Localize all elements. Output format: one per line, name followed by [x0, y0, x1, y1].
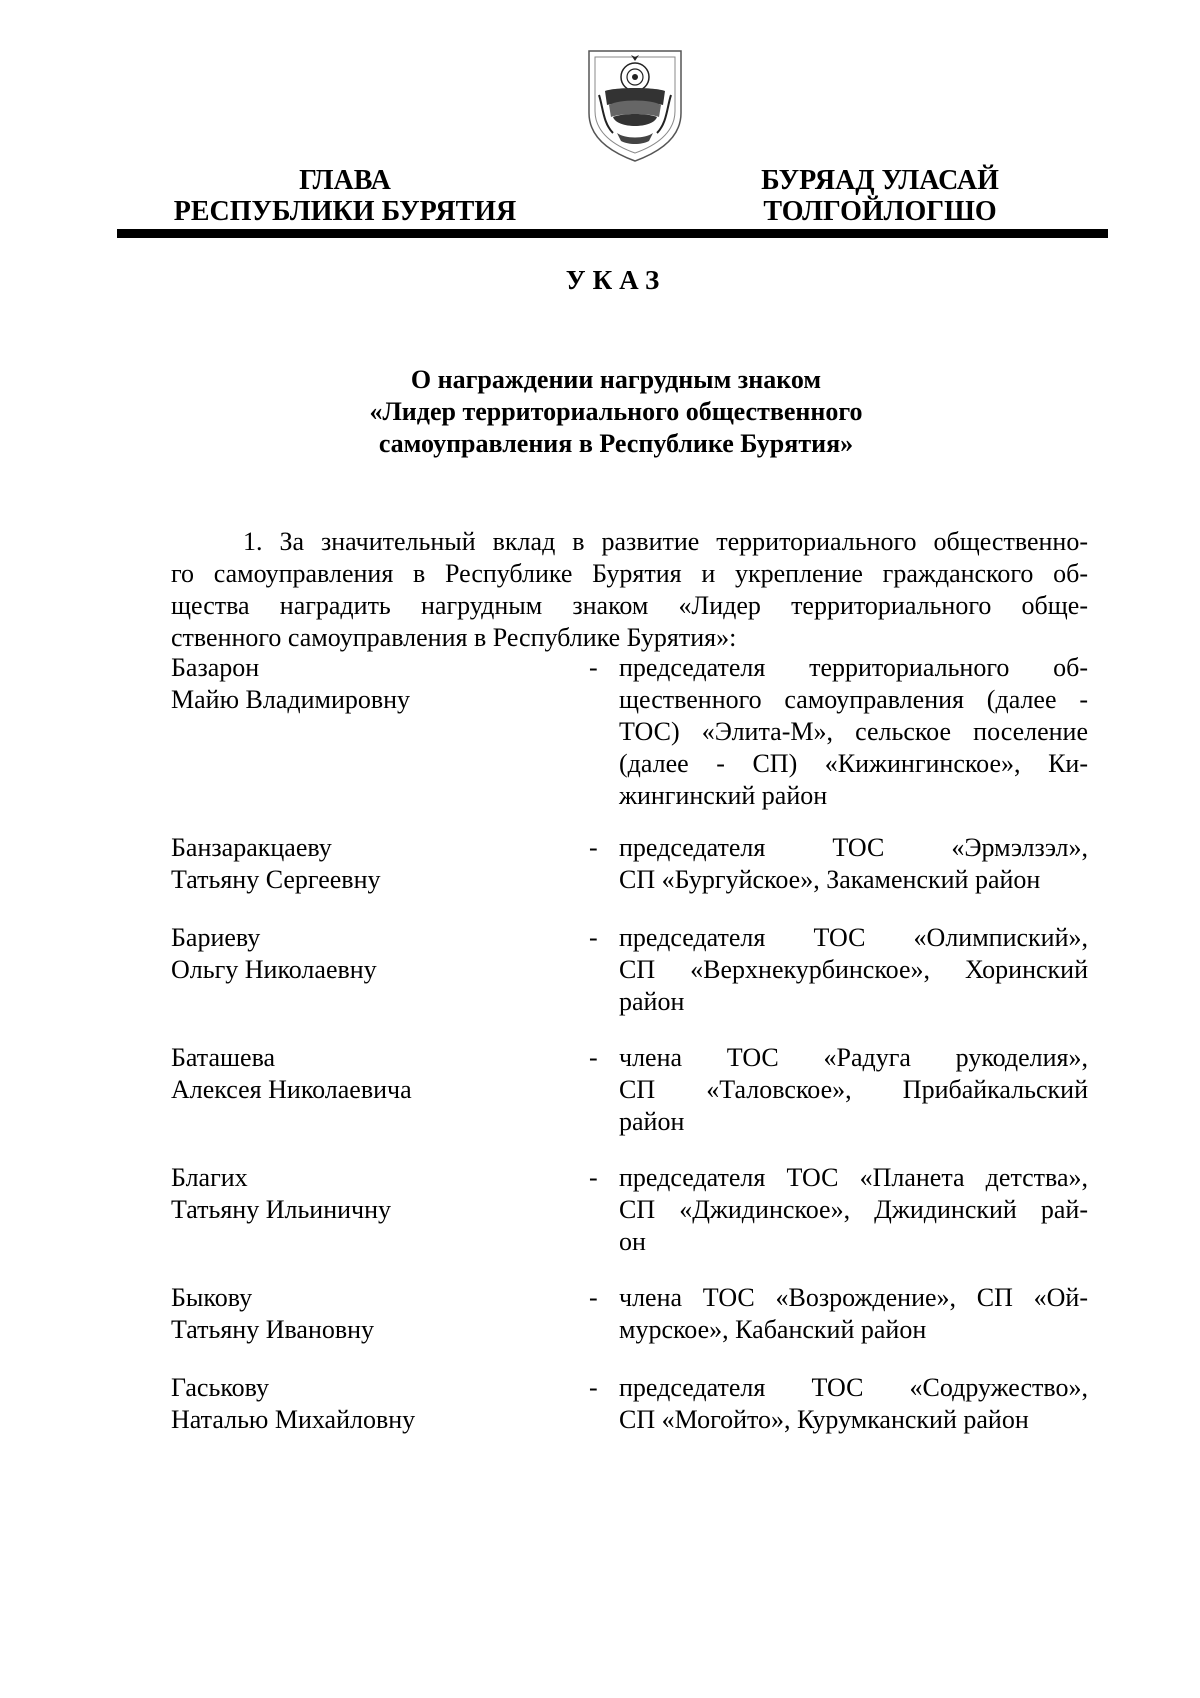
entry-dash: - [589, 833, 598, 862]
entry-dash: - [589, 1163, 598, 1192]
header-divider [117, 229, 1108, 238]
position-line: члена ТОС «Радуга рукоделия», [619, 1043, 1088, 1072]
issuer-buryat-line-1: БУРЯАД УЛАСАЙ [761, 165, 999, 196]
position-line: район [619, 987, 685, 1016]
recipient-position [619, 1162, 1088, 1258]
recipient-name [171, 1042, 551, 1106]
recipient-given-name: Майю Владимировну [171, 685, 411, 714]
recipient-name [171, 1162, 551, 1226]
entry-dash: - [589, 1043, 598, 1072]
intro-line: го самоуправления в Республике Бурятия и укрепление гражданского об- [171, 559, 1088, 588]
entry-dash: - [589, 1373, 598, 1402]
issuer-buryat-line-2: ТОЛГОЙЛОГШО [763, 196, 997, 227]
position-line: район [619, 1107, 685, 1136]
position-line: председателя ТОС «Эрмэлзэл», [619, 833, 1088, 862]
position-line: члена ТОС «Возрождение», СП «Ой- [619, 1283, 1088, 1312]
recipient-position [619, 1282, 1088, 1346]
issuer-line-2: РЕСПУБЛИКИ БУРЯТИЯ [173, 196, 517, 227]
recipient-name [171, 1372, 551, 1436]
recipient-name [171, 832, 551, 896]
recipient-name [171, 652, 551, 716]
decree-title [240, 364, 992, 460]
coat-of-arms-emblem [583, 47, 687, 165]
entry-dash: - [589, 653, 598, 682]
recipient-position [619, 652, 1088, 812]
position-line: СП «Могойто», Курумканский район [619, 1405, 1029, 1434]
issuer-header-russian [150, 165, 540, 227]
title-line-3: самоуправления в Республике Бурятия» [378, 429, 854, 458]
recipient-surname: Бариеву [171, 923, 261, 952]
position-line: он [619, 1227, 646, 1256]
recipient-given-name: Татьяну Сергеевну [171, 865, 381, 894]
position-line: СП «Таловское», Прибайкальский [619, 1075, 1088, 1104]
entry-dash: - [589, 923, 598, 952]
position-line: председателя территориального об- [619, 653, 1088, 682]
position-line: СП «Джидинское», Джидинский рай- [619, 1195, 1088, 1224]
recipient-surname: Гаськову [171, 1373, 270, 1402]
recipient-given-name: Ольгу Николаевну [171, 955, 377, 984]
position-line: председателя ТОС «Планета детства», [619, 1163, 1088, 1192]
intro-line: ственного самоуправления в Республике Бурятия»: [171, 623, 737, 652]
intro-line: 1. За значительный вклад в развитие территориального общественно- [243, 527, 1088, 556]
recipient-position [619, 832, 1088, 896]
recipient-surname: Банзаракцаеву [171, 833, 332, 862]
position-line: председателя ТОС «Олимпиский», [619, 923, 1088, 952]
recipient-name [171, 922, 551, 986]
position-line: ТОС) «Элита-М», сельское поселение [619, 717, 1088, 746]
intro-line: щества наградить нагрудным знаком «Лидер территориального обще- [171, 591, 1088, 620]
recipient-surname: Благих [171, 1163, 248, 1192]
recipient-given-name: Татьяну Ильиничну [171, 1195, 392, 1224]
position-line: жингинский район [619, 781, 828, 810]
recipient-position [619, 922, 1088, 1018]
position-line: мурское», Кабанский район [619, 1315, 927, 1344]
intro-paragraph [171, 526, 1088, 654]
recipient-position [619, 1372, 1088, 1436]
recipient-name [171, 1282, 551, 1346]
issuer-line-1: ГЛАВА [299, 165, 391, 196]
issuer-header-buryat [720, 165, 1040, 227]
position-line: (далее - СП) «Кижингинское», Ки- [619, 749, 1088, 778]
document-type: УКАЗ [565, 265, 667, 295]
entry-dash: - [589, 1283, 598, 1312]
recipient-surname: Базарон [171, 653, 260, 682]
recipient-surname: Быкову [171, 1283, 253, 1312]
title-line-2: «Лидер территориального общественного [369, 397, 863, 426]
recipient-given-name: Наталью Михайловну [171, 1405, 416, 1434]
title-line-1: О награждении нагрудным знаком [410, 365, 822, 394]
recipient-surname: Баташева [171, 1043, 276, 1072]
position-line: СП «Бургуйское», Закаменский район [619, 865, 1041, 894]
position-line: щественного самоуправления (далее - [619, 685, 1088, 714]
recipient-position [619, 1042, 1088, 1138]
position-line: председателя ТОС «Содружество», [619, 1373, 1088, 1402]
position-line: СП «Верхнекурбинское», Хоринский [619, 955, 1088, 984]
recipient-given-name: Татьяну Ивановну [171, 1315, 375, 1344]
recipient-given-name: Алексея Николаевича [171, 1075, 412, 1104]
